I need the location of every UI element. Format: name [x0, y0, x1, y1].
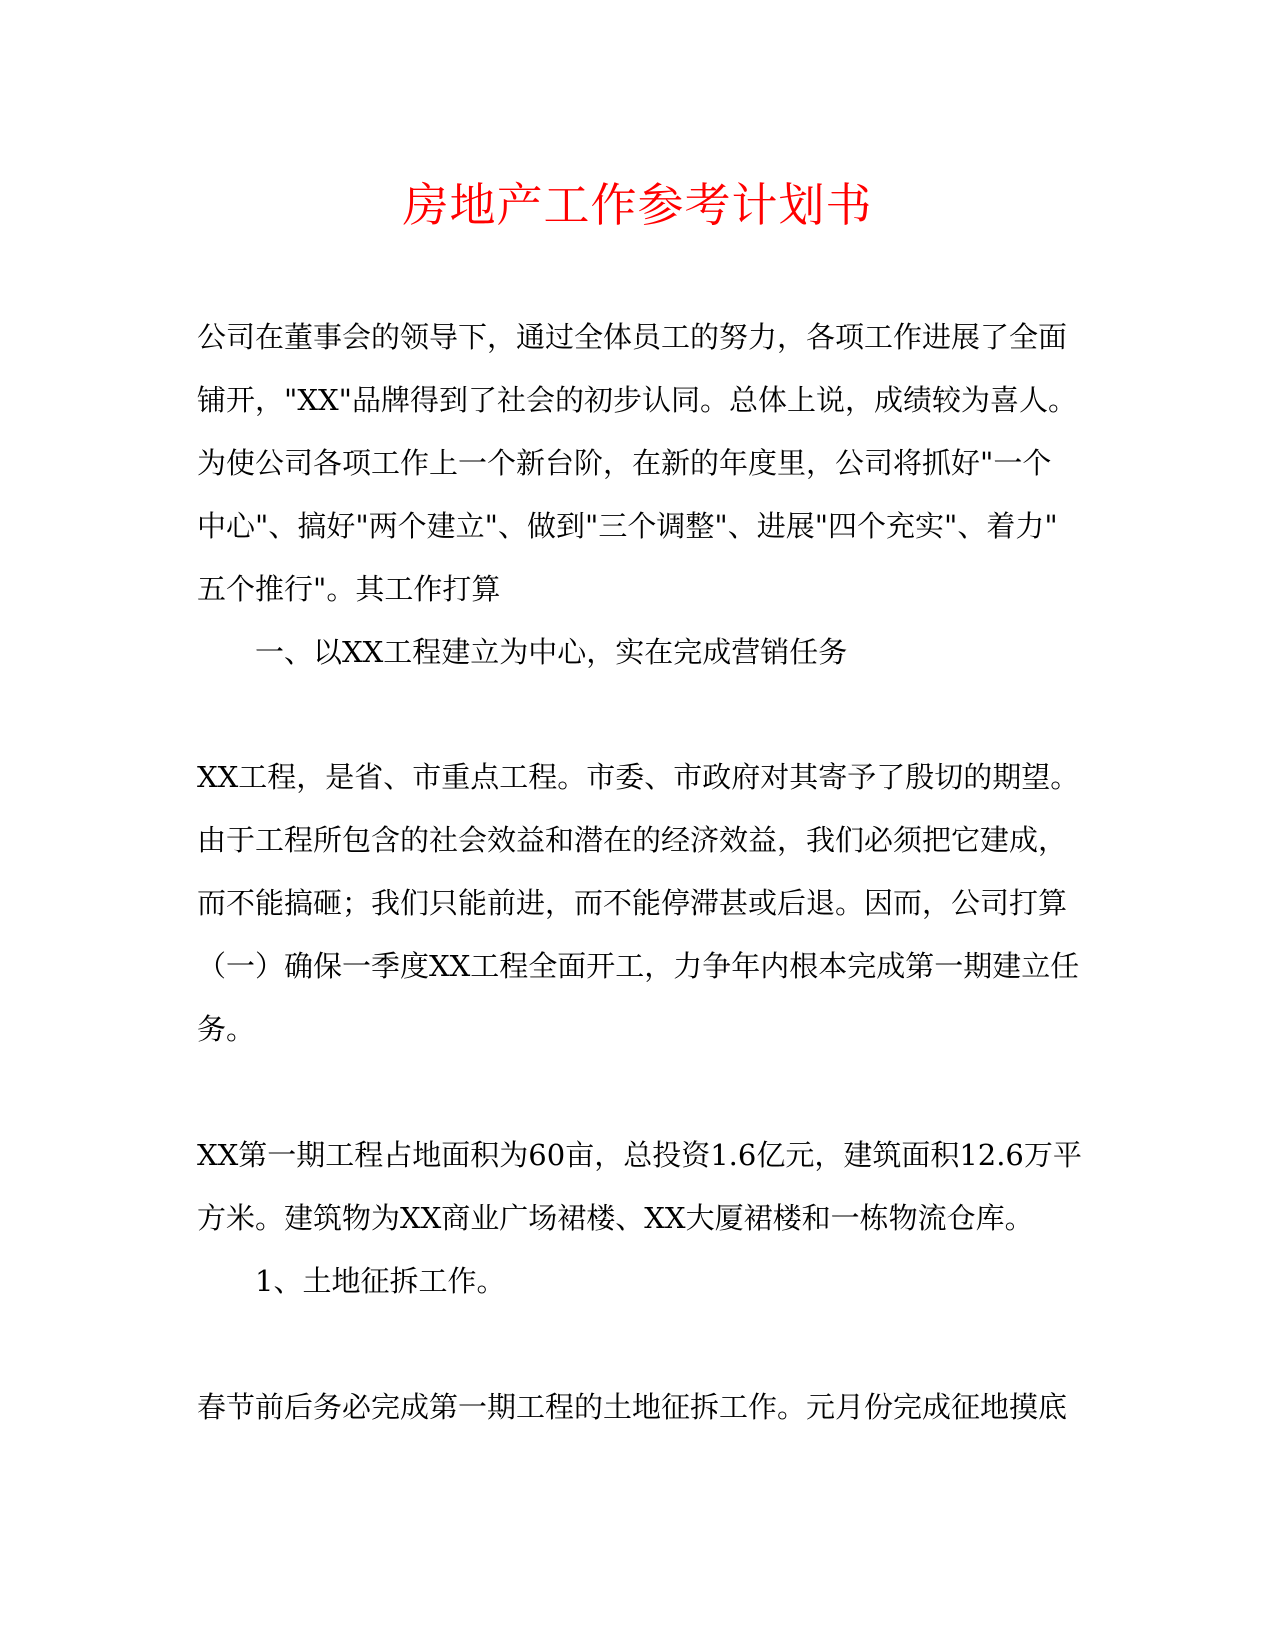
paragraph-line: 公司在董事会的领导下，通过全体员工的努力，各项工作进展了全面	[197, 320, 1068, 354]
paragraph-line: 由于工程所包含的社会效益和潜在的经济效益，我们必须把它建成，	[197, 823, 1068, 857]
paragraph-line: （一）确保一季度XX工程全面开工，力争年内根本完成第一期建立任	[197, 949, 1080, 983]
paragraph-line: 而不能搞砸；我们只能前进，而不能停滞甚或后退。因而，公司打算	[197, 886, 1068, 920]
paragraph-line: 春节前后务必完成第一期工程的土地征拆工作。元月份完成征地摸底	[197, 1390, 1068, 1424]
paragraph-line: XX第一期工程占地面积为60亩，总投资1.6亿元，建筑面积12.6万平	[197, 1138, 1082, 1172]
subsection-heading: 1、土地征拆工作。	[255, 1264, 506, 1298]
paragraph-line: 铺开，"XX"品牌得到了社会的初步认同。总体上说，成绩较为喜人。	[197, 383, 1077, 417]
paragraph-line: XX工程，是省、市重点工程。市委、市政府对其寄予了殷切的期望。	[197, 760, 1080, 794]
paragraph-line: 为使公司各项工作上一个新台阶，在新的年度里，公司将抓好"一个	[197, 446, 1052, 480]
document-title: 房地产工作参考计划书	[402, 178, 873, 232]
paragraph-line: 中心"、搞好"两个建立"、做到"三个调整"、进展"四个充实"、着力"	[197, 509, 1058, 543]
section-heading: 一、以XX工程建立为中心，实在完成营销任务	[255, 635, 848, 669]
paragraph-line: 务。	[197, 1012, 256, 1046]
paragraph-line: 五个推行"。其工作打算	[197, 572, 501, 606]
paragraph-line: 方米。建筑物为XX商业广场裙楼、XX大厦裙楼和一栋物流仓库。	[197, 1201, 1034, 1235]
